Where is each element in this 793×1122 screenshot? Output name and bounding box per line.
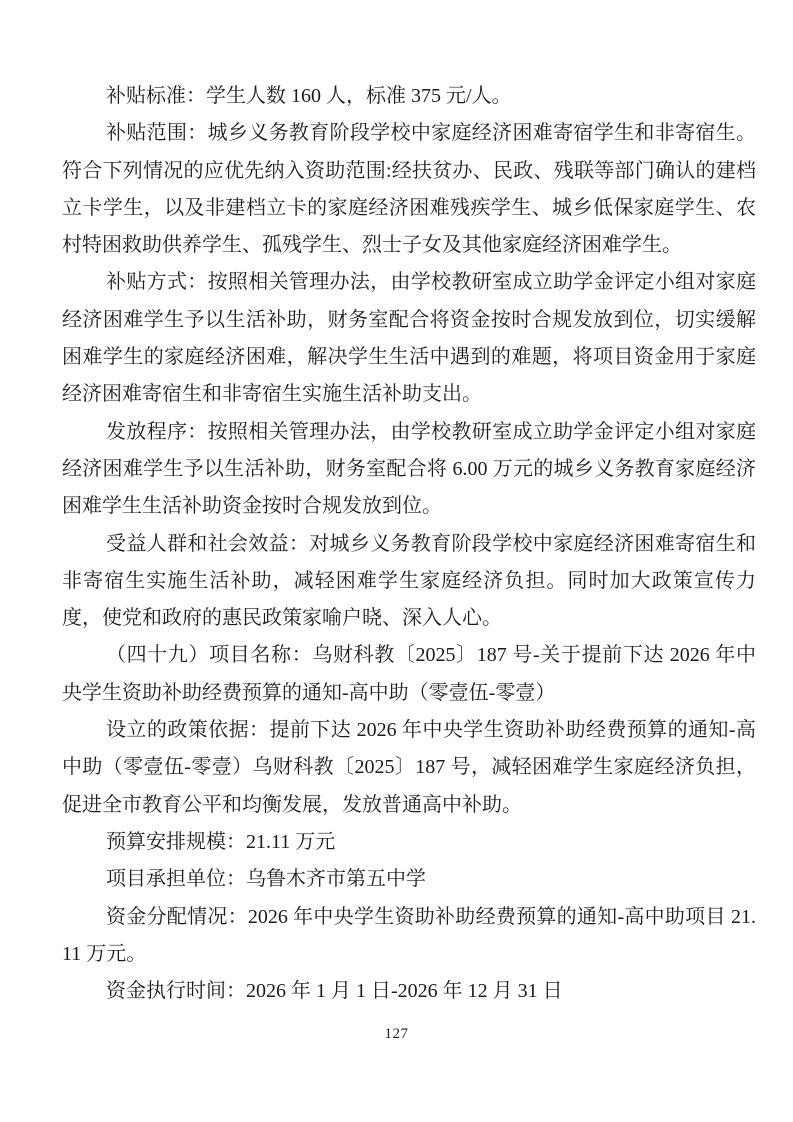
para-fund-execution-period: 资金执行时间：2026 年 1 月 1 日-2026 年 12 月 31 日 (106, 980, 563, 1003)
para-fund-allocation: 资金分配情况：2026 年中央学生资助补助经费预算的通知-高中助项目 21.11 万元。 (62, 905, 756, 965)
para-budget-scale: 预算安排规模：21.11 万元 (106, 830, 336, 853)
para-subsidy-scope: 补贴范围：城乡义务教育阶段学校中家庭经济困难寄宿学生和非寄宿生。符合下列情况的应优先纳入资助范围:经扶贫办、民政、残联等部门确认的建档立卡学生，以及非建档立卡的家庭经济困难残疾学生、城乡低保家庭学生、农村特困救助供养学生、孤残学生、烈士子女及其他家庭经济困难学生。 (62, 122, 756, 257)
para-policy-basis: 设立的政策依据：提前下达 2026 年中央学生资助补助经费预算的通知-高中助（零壹伍-零壹）乌财科教〔2025〕187 号，减轻困难学生家庭经济负担，促进全市教育公平和均衡发展，发放普通高中补助。 (62, 719, 756, 816)
page-number: 127 (384, 1026, 409, 1042)
para-project-49-name: （四十九）项目名称：乌财科教〔2025〕187 号-关于提前下达 2026 年中央学生资助补助经费预算的通知-高中助（零壹伍-零壹） (62, 644, 756, 704)
para-subsidy-standard: 补贴标准：学生人数 160 人，标准 375 元/人。 (106, 85, 512, 107)
para-beneficiaries-social-benefit: 受益人群和社会效益：对城乡义务教育阶段学校中家庭经济困难寄宿生和非寄宿生实施生活补助，减轻困难学生家庭经济负担。同时加大政策宣传力度，使党和政府的惠民政策家喻户晓、深入人心。 (62, 532, 756, 630)
para-disbursement-procedure: 发放程序：按照相关管理办法，由学校教研室成立助学金评定小组对家庭经济困难学生予以生活补助，财务室配合将 6.00 万元的城乡义务教育家庭经济困难学生生活补助资金按时合规发放到位。 (62, 420, 756, 518)
para-undertaking-unit: 项目承担单位：乌鲁木齐市第五中学 (106, 868, 426, 891)
para-subsidy-method: 补贴方式：按照相关管理办法，由学校教研室成立助学金评定小组对家庭经济困难学生予以生活补助，财务室配合将资金按时合规发放到位，切实缓解困难学生的家庭经济困难，解决学生生活中遇到的难题，将项目资金用于家庭经济困难寄宿生和非寄宿生实施生活补助支出。 (62, 271, 756, 406)
